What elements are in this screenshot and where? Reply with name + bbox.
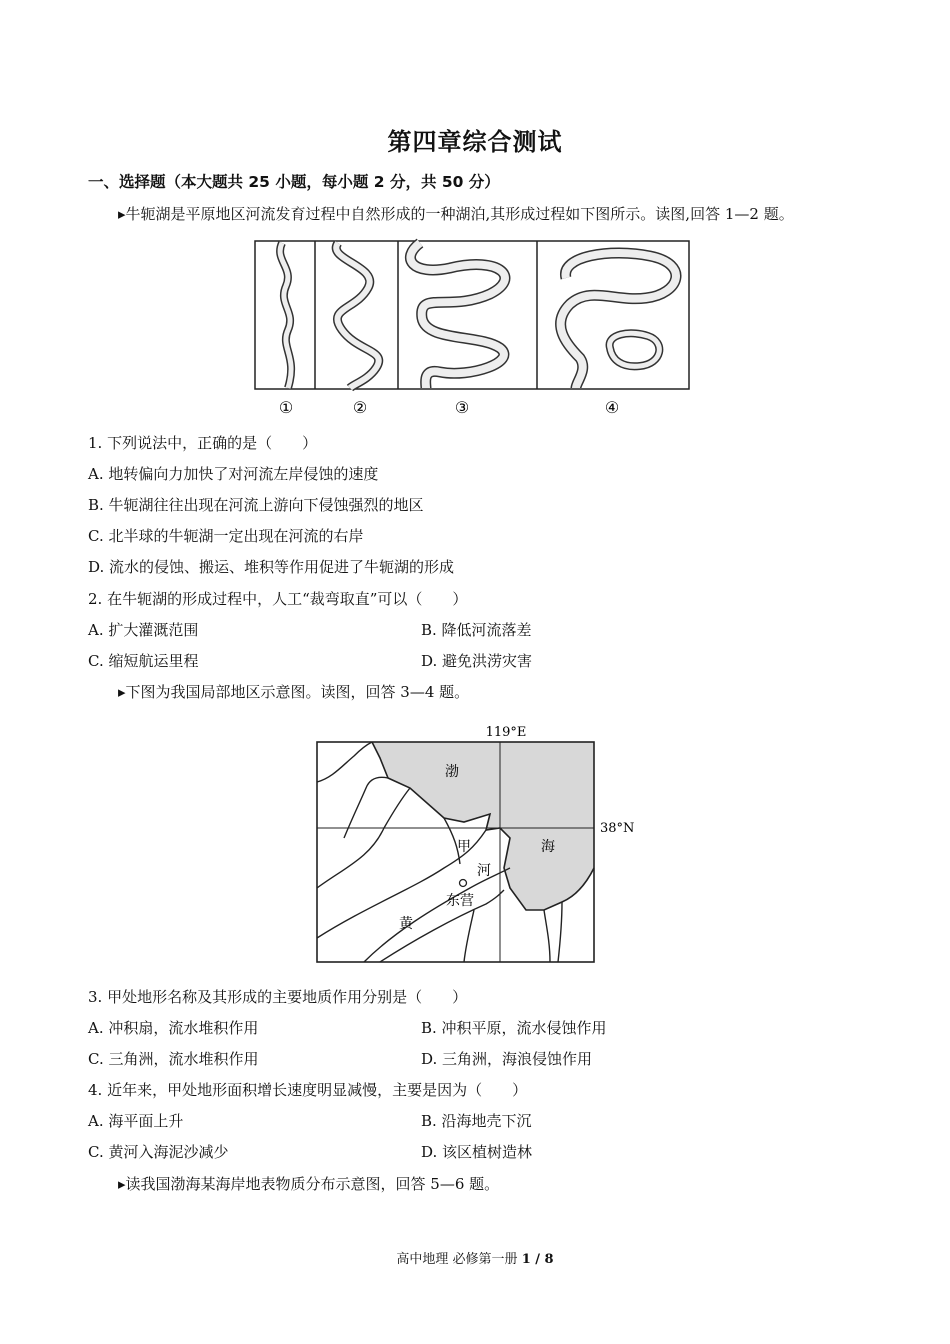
dongying-city-marker bbox=[460, 880, 467, 887]
q3-option-b[interactable]: B. 冲积平原，流水侵蚀作用 bbox=[421, 1019, 607, 1037]
huang-label: 黄 bbox=[399, 916, 413, 932]
intro-coast: ▸读我国渤海某海岸地表物质分布示意图，回答 5—6 题。 bbox=[118, 1175, 500, 1193]
q4-option-a[interactable]: A. 海平面上升 bbox=[88, 1112, 184, 1130]
section-heading: 一、选择题（本大题共 25 小题，每小题 2 分，共 50 分） bbox=[88, 173, 500, 191]
q1-stem: 1. 下列说法中，正确的是（ ） bbox=[88, 434, 318, 452]
q4-stem: 4. 近年来，甲处地形面积增长速度明显减慢，主要是因为（ ） bbox=[88, 1081, 528, 1099]
q3-option-c[interactable]: C. 三角洲，流水堆积作用 bbox=[88, 1050, 259, 1068]
lon-label: 119°E bbox=[485, 725, 527, 740]
river-stage-2 bbox=[336, 243, 379, 388]
q2-option-c[interactable]: C. 缩短航运里程 bbox=[88, 652, 199, 670]
river-stage-3 bbox=[410, 243, 505, 388]
intro-map: ▸下图为我国局部地区示意图。读图，回答 3—4 题。 bbox=[118, 683, 470, 701]
q1-option-d[interactable]: D. 流水的侵蚀、搬运、堆积等作用促进了牛轭湖的形成 bbox=[88, 558, 455, 576]
page-footer bbox=[0, 1248, 950, 1267]
q2-option-d[interactable]: D. 避免洪涝灾害 bbox=[421, 652, 533, 670]
yellow-river-delta-map bbox=[314, 718, 644, 968]
stage-label-2: ② bbox=[352, 398, 368, 417]
q4-option-c[interactable]: C. 黄河入海泥沙减少 bbox=[88, 1143, 229, 1161]
stage-label-3: ③ bbox=[454, 398, 470, 417]
stage-label-4: ④ bbox=[604, 398, 620, 417]
bohai-label-2: 海 bbox=[541, 839, 555, 855]
bohai-sea bbox=[372, 742, 594, 910]
footer-text: 高中地理 必修第一册 bbox=[396, 1252, 522, 1267]
page-title: 第四章综合测试 bbox=[387, 128, 563, 156]
intro-oxbow: ▸牛轭湖是平原地区河流发育过程中自然形成的一种湖泊,其形成过程如下图所示。读图,回答 1—2 题。 bbox=[118, 205, 794, 223]
q3-stem: 3. 甲处地形名称及其形成的主要地质作用分别是（ ） bbox=[88, 988, 468, 1006]
bohai-label-1: 渤 bbox=[445, 764, 459, 780]
q2-option-b[interactable]: B. 降低河流落差 bbox=[421, 621, 532, 639]
q3-option-a[interactable]: A. 冲积扇，流水堆积作用 bbox=[88, 1019, 259, 1037]
q1-option-b[interactable]: B. 牛轭湖往往出现在河流上游向下侵蚀强烈的地区 bbox=[88, 496, 424, 514]
q2-stem: 2. 在牛轭湖的形成过程中，人工“裁弯取直”可以（ ） bbox=[88, 590, 468, 608]
river-stage-1 bbox=[280, 243, 291, 388]
jia-label: 甲 bbox=[457, 839, 471, 855]
page-number: 1 / 8 bbox=[521, 1252, 554, 1267]
oxbow-formation-figure bbox=[250, 238, 696, 420]
q1-option-c[interactable]: C. 北半球的牛轭湖一定出现在河流的右岸 bbox=[88, 527, 364, 545]
he-label: 河 bbox=[477, 863, 491, 879]
q4-option-d[interactable]: D. 该区植树造林 bbox=[421, 1143, 533, 1161]
q1-option-a[interactable]: A. 地转偏向力加快了对河流左岸侵蚀的速度 bbox=[88, 465, 379, 483]
q3-option-d[interactable]: D. 三角洲，海浪侵蚀作用 bbox=[421, 1050, 593, 1068]
river-stage-4 bbox=[561, 253, 676, 388]
q4-option-b[interactable]: B. 沿海地壳下沉 bbox=[421, 1112, 532, 1130]
dongying-label: 东营 bbox=[446, 893, 474, 909]
lat-label: 38°N bbox=[600, 821, 635, 836]
q2-option-a[interactable]: A. 扩大灌溉范围 bbox=[88, 621, 199, 639]
stage-label-1: ① bbox=[278, 398, 294, 417]
